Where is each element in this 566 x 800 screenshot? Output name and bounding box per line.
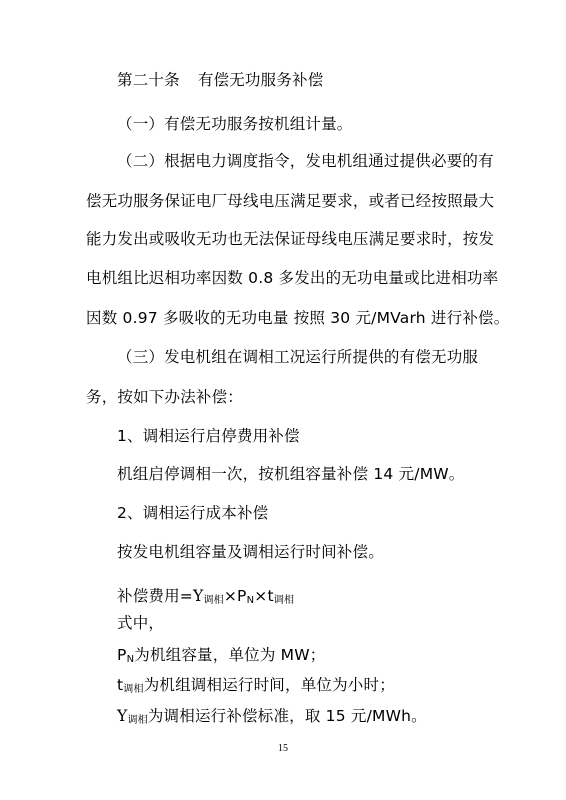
article-title: 有偿无功服务补偿 — [197, 71, 324, 89]
formula-t-symbol: t — [267, 587, 274, 605]
definition-pn — [117, 644, 325, 666]
paragraph-1: （一）有偿无功服务按机组计量。 — [117, 115, 353, 133]
definition-symbol: Y — [117, 707, 128, 725]
definition-subscript: 调相 — [127, 715, 148, 726]
definition-y — [117, 705, 427, 727]
section-2-text: 按发电机组容量及调相运行时间补偿。 — [117, 543, 384, 561]
section-2-title: 2、调相运行成本补偿 — [117, 504, 269, 522]
where-label: 式中， — [117, 614, 165, 632]
paragraph-3-line: 务，按如下办法补偿： — [86, 388, 244, 406]
definition-subscript: 调相 — [123, 684, 144, 695]
paragraph-2-line: 电机组比迟相功率因数 0.8 多发出的无功电量或比进相功率 — [86, 269, 499, 287]
definition-text: 为机组调相运行时间，单位为小时； — [143, 676, 395, 694]
formula-p-symbol: P — [237, 587, 247, 605]
article-number: 第二十条 — [117, 71, 180, 89]
page-number: 15 — [278, 743, 288, 754]
section-1-title: 1、调相运行启停费用补偿 — [117, 427, 300, 445]
definition-text: 为调相运行补偿标准，取 15 元/MWh。 — [147, 707, 427, 725]
formula-t-subscript: 调相 — [273, 595, 295, 606]
definition-symbol: P — [117, 646, 127, 664]
compensation-formula — [117, 585, 294, 607]
formula-times: × — [223, 587, 238, 605]
paragraph-2-line: 偿无功服务保证电厂母线电压满足要求，或者已经按照最大 — [86, 192, 495, 210]
section-1-text: 机组启停调相一次，按机组容量补偿 14 元/MW。 — [117, 465, 465, 483]
formula-p-subscript: N — [246, 595, 255, 606]
paragraph-2-line: 因数 0.97 多吸收的无功电量 按照 30 元/MVarh 进行补偿。 — [86, 309, 510, 327]
paragraph-2-line: （二）根据电力调度指令，发电机组通过提供必要的有 — [117, 152, 494, 170]
paragraph-3-line: （三）发电机组在调相工况运行所提供的有偿无功服 — [117, 348, 479, 366]
formula-times: × — [254, 587, 268, 605]
formula-lhs: 补偿费用= — [117, 587, 193, 605]
definition-symbol: t — [117, 676, 124, 694]
formula-y-symbol: Y — [193, 587, 204, 605]
article-heading — [117, 69, 323, 91]
definition-t — [117, 674, 395, 696]
definition-text: 为机组容量，单位为 MW； — [134, 646, 326, 664]
formula-y-subscript: 调相 — [203, 595, 224, 606]
paragraph-2-line: 能力发出或吸收无功也无法保证母线电压满足要求时，按发 — [86, 230, 495, 248]
definition-subscript: N — [126, 654, 135, 665]
